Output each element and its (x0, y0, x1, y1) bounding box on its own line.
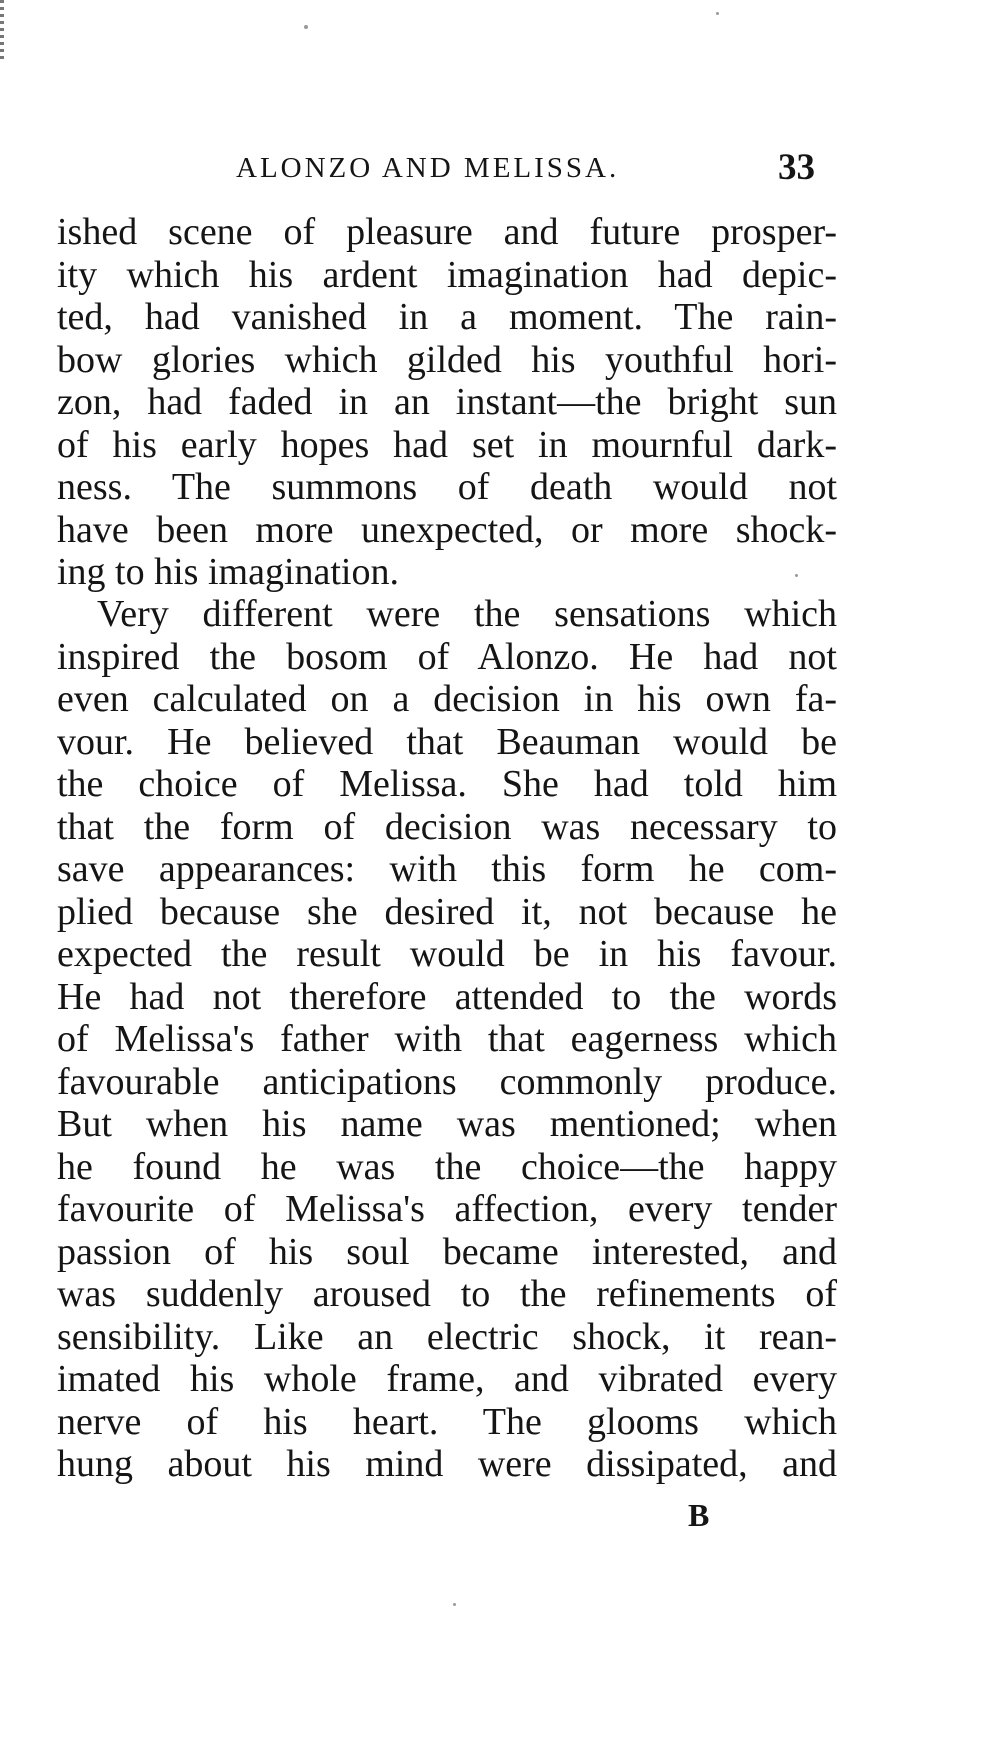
text-line: inspired the bosom of Alonzo. He had not (57, 635, 837, 678)
text-line: even calculated on a decision in his own fa- (57, 678, 837, 720)
text-line: that the form of decision was necessary to (57, 805, 837, 848)
text-line: plied because she desired it, not because he (57, 890, 837, 933)
paragraph-2 (57, 593, 837, 1486)
text-line: imated his whole frame, and vibrated every (57, 1358, 837, 1400)
text-line: he found he was the choice—the happy (57, 1145, 837, 1188)
text-line: of Melissa's father with that eagerness which (57, 1018, 837, 1060)
paper-speck (453, 1603, 456, 1606)
text-line: nerve of his heart. The glooms which (57, 1400, 837, 1443)
text-line: expected the result would be in his favour. (57, 933, 837, 975)
text-line: He had not therefore attended to the words (57, 975, 837, 1018)
text-line: ity which his ardent imagination had depic- (57, 253, 837, 296)
page-edge-mark (0, 0, 4, 62)
text-line: the choice of Melissa. She had told him (57, 763, 837, 805)
text-line: favourable anticipations commonly produce. (57, 1060, 837, 1103)
text-line: vour. He believed that Beauman would be (57, 720, 837, 763)
text-line: ished scene of pleasure and future prosper- (57, 211, 837, 253)
text-line: of his early hopes had set in mournful dark- (57, 423, 837, 466)
text-line: passion of his soul became interested, and (57, 1230, 837, 1273)
text-line: bow glories which gilded his youthful hori- (57, 338, 837, 381)
text-line: But when his name was mentioned; when (57, 1103, 837, 1145)
text-line: favourite of Melissa's affection, every tender (57, 1188, 837, 1230)
text-line: ness. The summons of death would not (57, 466, 837, 508)
text-line: ted, had vanished in a moment. The rain- (57, 296, 837, 338)
text-line: zon, had faded in an instant—the bright sun (57, 381, 837, 423)
text-line: was suddenly aroused to the refinements of (57, 1273, 837, 1315)
text-line: sensibility. Like an electric shock, it rean- (57, 1315, 837, 1358)
text-line: have been more unexpected, or more shock- (57, 508, 837, 551)
page-number: 33 (778, 147, 815, 188)
text-line: hung about his mind were dissipated, and (57, 1443, 837, 1485)
text-line: save appearances: with this form he com- (57, 848, 837, 890)
signature-mark: B (688, 1497, 710, 1533)
paragraph-1 (57, 211, 837, 594)
text-line: ing to his imagination. (57, 551, 399, 593)
paper-speck (304, 25, 308, 29)
text-line: Very different were the sensations which (97, 593, 837, 635)
paper-speck (716, 12, 719, 15)
running-head: ALONZO AND MELISSA. (236, 152, 620, 184)
